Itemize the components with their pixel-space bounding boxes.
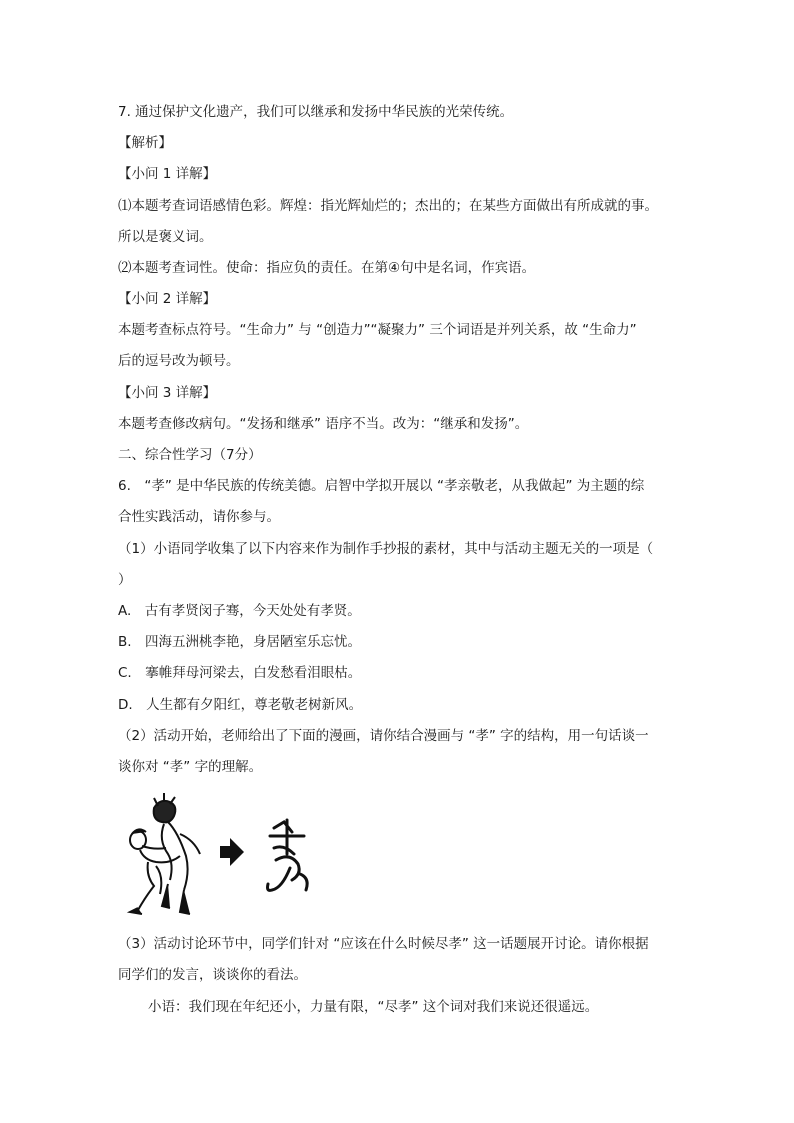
question-6-part-1-line-2: ） bbox=[118, 572, 132, 588]
option-a: A. 古有孝贤闵子骞，今天处处有孝贤。 bbox=[118, 603, 361, 619]
question-6-part-1-line-1: （1）小语同学收集了以下内容来作为制作手抄报的素材，其中与活动主题无关的一项是（ bbox=[118, 541, 654, 557]
question-6-part-3-line-1: （3）活动讨论环节中，同学们针对 “应该在什么时候尽孝” 这一话题展开讨论。请你根据 bbox=[118, 936, 649, 952]
answer-1-line-2: 所以是褒义词。 bbox=[118, 229, 213, 245]
cartoon-illustration bbox=[124, 790, 324, 920]
ancient-character-glyph bbox=[268, 820, 308, 890]
subquestion-2-heading: 【小问 2 详解】 bbox=[118, 291, 217, 307]
question-7-text: 7. 通过保护文化遗产，我们可以继承和发扬中华民族的光荣传统。 bbox=[118, 104, 514, 120]
elder-figure-icon bbox=[154, 793, 200, 914]
question-6-part-2-line-1: （2）活动开始，老师给出了下面的漫画，请你结合漫画与 “孝” 字的结构，用一句话谈一 bbox=[118, 728, 649, 744]
question-6-line-2: 合性实践活动，请你参与。 bbox=[118, 509, 280, 525]
cartoon-figure bbox=[124, 790, 324, 920]
answer-2-line-2: 后的逗号改为顿号。 bbox=[118, 353, 240, 369]
section-2-heading: 二、综合性学习（7分） bbox=[118, 447, 262, 463]
option-d: D. 人生都有夕阳红，尊老敬老树新风。 bbox=[118, 697, 363, 713]
option-c: C. 搴帷拜母河梁去，白发愁看泪眼枯。 bbox=[118, 665, 362, 681]
question-6-line-1: 6. “孝” 是中华民族的传统美德。启智中学拟开展以 “孝亲敬老，从我做起” 为主题的综 bbox=[118, 478, 645, 494]
question-6-part-2-line-2: 谈你对 “孝” 字的理解。 bbox=[118, 759, 263, 775]
subquestion-1-heading: 【小问 1 详解】 bbox=[118, 166, 217, 182]
analysis-heading: 【解析】 bbox=[118, 135, 172, 151]
answer-2-line-1: 本题考查标点符号。“生命力” 与 “创造力”“凝聚力” 三个词语是并列关系，故 “生命力” bbox=[118, 322, 637, 338]
question-6-part-3-line-2: 同学们的发言，谈谈你的看法。 bbox=[118, 967, 307, 983]
youth-figure-icon bbox=[130, 829, 180, 914]
answer-1-line-3: ⑵本题考查词性。使命：指应负的责任。在第④句中是名词，作宾语。 bbox=[118, 260, 536, 276]
subquestion-3-heading: 【小问 3 详解】 bbox=[118, 385, 217, 401]
answer-1-line-1: ⑴本题考查词语感情色彩。辉煌：指光辉灿烂的；杰出的；在某些方面做出有所成就的事。 bbox=[118, 198, 658, 214]
arrow-right-icon bbox=[220, 838, 244, 866]
option-b: B. 四海五洲桃李艳，身居陋室乐忘忧。 bbox=[118, 634, 362, 650]
xiaoyu-statement: 小语：我们现在年纪还小，力量有限，“尽孝” 这个词对我们来说还很遥远。 bbox=[148, 999, 599, 1015]
answer-3-line-1: 本题考查修改病句。“发扬和继承” 语序不当。改为：“继承和发扬”。 bbox=[118, 416, 529, 432]
